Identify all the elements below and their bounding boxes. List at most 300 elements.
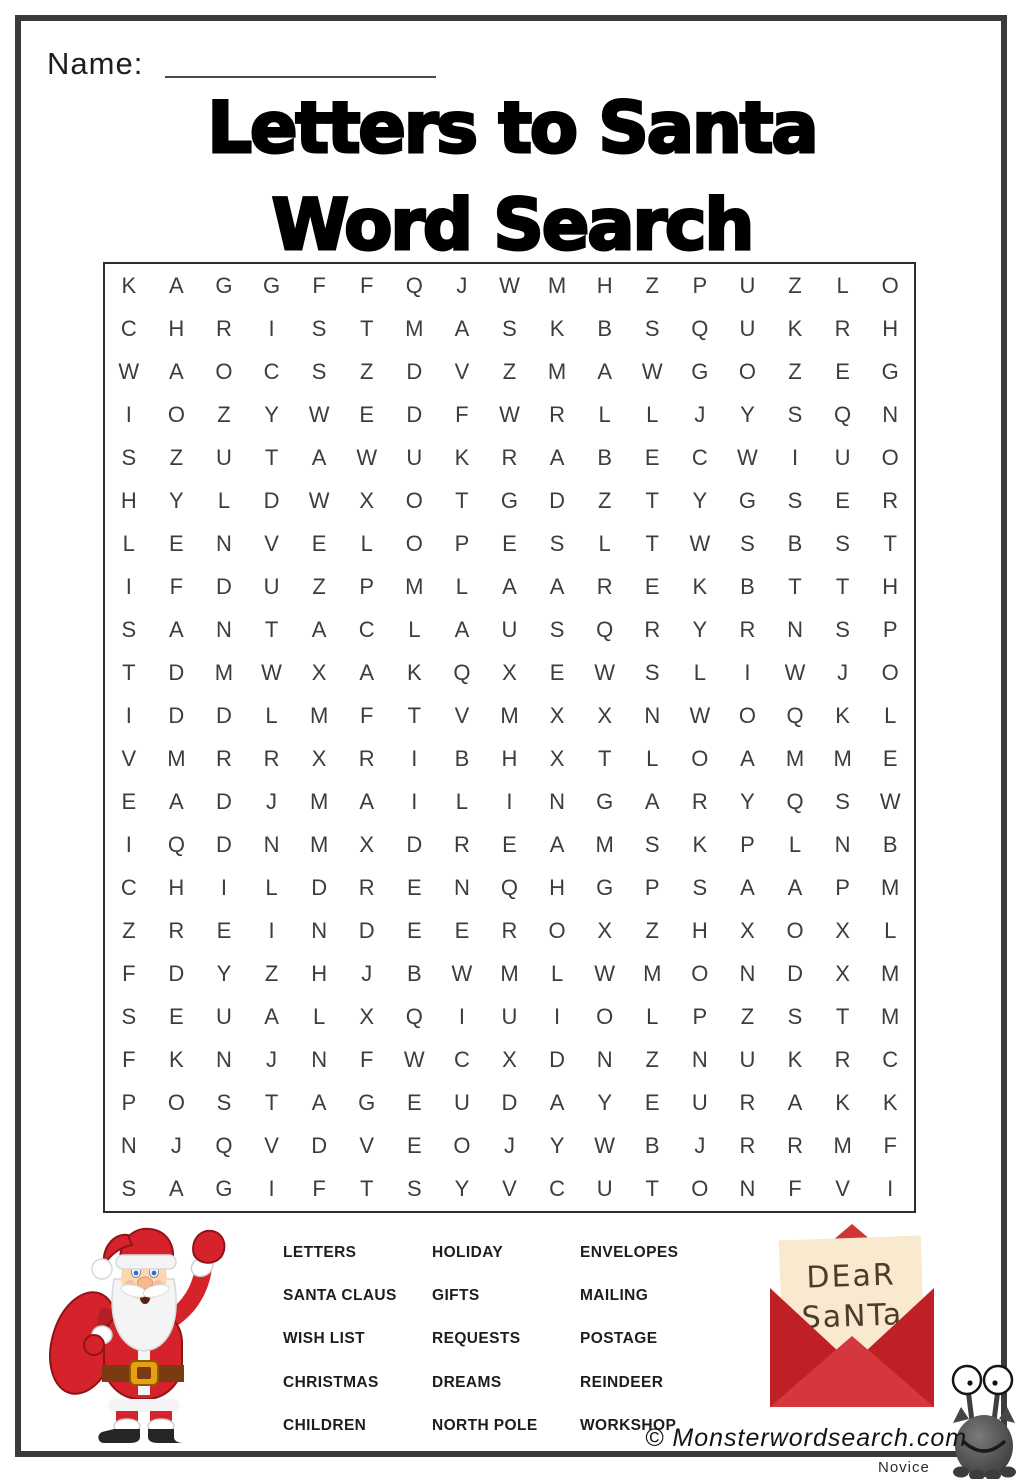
- grid-cell: T: [360, 1176, 374, 1202]
- grid-cell: E: [502, 832, 517, 858]
- grid-cell: M: [405, 315, 424, 341]
- grid-cell: D: [501, 1090, 518, 1116]
- grid-cell: C: [453, 1047, 470, 1073]
- grid-cell: Y: [740, 401, 755, 427]
- grid-cell: W: [594, 961, 616, 987]
- grid-cell: W: [737, 444, 758, 470]
- grid-cell: E: [169, 530, 184, 556]
- word-item: REINDEER: [580, 1373, 664, 1391]
- grid-cell: E: [406, 1090, 422, 1116]
- grid-cell: P: [692, 1004, 708, 1030]
- grid-cell: A: [359, 659, 375, 685]
- grid-cell: O: [548, 918, 566, 944]
- grid-cell: W: [118, 358, 140, 384]
- grid-cell: Z: [360, 358, 374, 384]
- grid-cell: L: [455, 789, 469, 815]
- grid-cell: S: [121, 444, 137, 470]
- grid-cell: Z: [122, 918, 136, 944]
- grid-cell: E: [169, 1004, 184, 1030]
- grid-cell: I: [791, 444, 799, 470]
- grid-cell: Z: [169, 444, 184, 470]
- grid-cell: I: [744, 659, 751, 685]
- grid-cell: W: [594, 659, 616, 685]
- grid-cell: G: [500, 487, 519, 513]
- grid-cell: B: [740, 573, 755, 599]
- grid-cell: T: [407, 702, 422, 728]
- grid-cell: X: [311, 659, 327, 685]
- grid-cell: D: [216, 702, 232, 728]
- word-item: GIFTS: [432, 1286, 480, 1304]
- grid-cell: M: [595, 832, 614, 858]
- grid-cell: S: [406, 1176, 422, 1202]
- grid-cell: A: [740, 746, 755, 772]
- grid-cell: A: [549, 444, 565, 470]
- grid-cell: Y: [169, 487, 184, 513]
- grid-cell: S: [835, 530, 850, 556]
- grid-cell: N: [311, 918, 328, 944]
- word-item: LETTERS: [283, 1243, 357, 1261]
- grid-cell: A: [644, 789, 660, 815]
- grid-cell: V: [502, 1176, 517, 1202]
- word-item: HOLIDAY: [432, 1243, 504, 1261]
- grid-cell: G: [358, 1090, 376, 1116]
- word-item: NORTH POLE: [432, 1416, 538, 1434]
- title-line-2: Word Search: [271, 184, 753, 266]
- grid-cell: X: [502, 1047, 517, 1073]
- grid-cell: E: [644, 573, 660, 599]
- grid-cell: J: [456, 272, 468, 298]
- grid-cell: S: [216, 1090, 232, 1116]
- grid-cell: O: [881, 272, 899, 298]
- grid-cell: C: [263, 358, 280, 384]
- grid-cell: V: [835, 1176, 850, 1202]
- grid-cell: W: [689, 530, 711, 556]
- grid-cell: B: [454, 746, 470, 772]
- grid-cell: P: [359, 573, 375, 599]
- grid-cell: R: [453, 832, 470, 858]
- grid-cell: O: [691, 961, 709, 987]
- grid-cell: O: [405, 530, 423, 556]
- grid-cell: W: [403, 1047, 425, 1073]
- grid-cell: N: [596, 1047, 613, 1073]
- grid-cell: D: [549, 487, 566, 513]
- word-item: ENVELOPES: [580, 1243, 679, 1261]
- grid-cell: M: [167, 746, 186, 772]
- grid-cell: A: [311, 1090, 327, 1116]
- grid-cell: I: [411, 789, 418, 815]
- grid-cell: M: [500, 961, 519, 987]
- grid-cell: C: [691, 444, 708, 470]
- grid-cell: C: [882, 1047, 899, 1073]
- grid-cell: O: [167, 1090, 185, 1116]
- grid-cell: E: [502, 530, 517, 556]
- grid-cell: U: [216, 1004, 232, 1030]
- grid-cell: W: [594, 1133, 616, 1159]
- grid-cell: X: [597, 702, 613, 728]
- grid-cell: A: [169, 358, 184, 384]
- grid-cell: B: [882, 832, 898, 858]
- grid-cell: T: [645, 530, 659, 556]
- grid-cell: L: [313, 1004, 326, 1030]
- grid-cell: Y: [597, 1090, 613, 1116]
- name-blank-line: [165, 76, 436, 78]
- grid-cell: L: [598, 401, 611, 427]
- grid-cell: A: [549, 1090, 565, 1116]
- grid-cell: E: [835, 358, 850, 384]
- grid-cell: T: [835, 573, 850, 599]
- grid-cell: Q: [500, 875, 519, 901]
- grid-cell: G: [215, 1176, 233, 1202]
- grid-cell: T: [264, 444, 279, 470]
- grid-cell: E: [549, 659, 565, 685]
- grid-cell: K: [692, 832, 708, 858]
- grid-cell: Y: [740, 789, 755, 815]
- grid-cell: F: [312, 272, 326, 298]
- grid-cell: A: [549, 832, 565, 858]
- grid-cell: S: [835, 789, 850, 815]
- grid-cell: N: [644, 702, 661, 728]
- grid-cell: M: [309, 789, 329, 815]
- grid-cell: D: [311, 875, 328, 901]
- grid-cell: L: [122, 530, 135, 556]
- grid-cell: N: [739, 1176, 756, 1202]
- grid-cell: Y: [692, 487, 708, 513]
- grid-cell: J: [266, 789, 278, 815]
- grid-cell: W: [879, 789, 901, 815]
- grid-cell: G: [596, 789, 614, 815]
- grid-cell: H: [549, 875, 566, 901]
- grid-cell: C: [120, 875, 137, 901]
- grid-cell: D: [168, 961, 185, 987]
- grid-cell: H: [168, 315, 185, 341]
- grid-cell: A: [740, 875, 755, 901]
- grid-cell: D: [406, 401, 423, 427]
- grid-cell: M: [785, 746, 805, 772]
- grid-cell: R: [691, 789, 708, 815]
- grid-cell: D: [311, 1133, 328, 1159]
- grid-cell: N: [216, 1047, 232, 1073]
- grid-cell: Q: [834, 401, 852, 427]
- word-list-column-3: [580, 1231, 678, 1447]
- grid-cell: O: [881, 659, 899, 685]
- grid-cell: R: [549, 401, 566, 427]
- grid-cell: C: [120, 315, 137, 341]
- grid-cell: F: [360, 272, 374, 298]
- grid-cell: A: [549, 573, 565, 599]
- grid-cell: Y: [216, 961, 232, 987]
- grid-cell: L: [836, 272, 849, 298]
- grid-cell: D: [358, 918, 375, 944]
- grid-cell: D: [406, 832, 423, 858]
- grid-cell: Z: [597, 487, 612, 513]
- grid-cell: I: [125, 702, 132, 728]
- grid-cell: U: [263, 573, 280, 599]
- grid-cell: R: [501, 918, 518, 944]
- grid-cell: R: [263, 746, 280, 772]
- grid-cell: R: [739, 1133, 756, 1159]
- copyright-text: © Monsterwordsearch.com: [645, 1424, 968, 1452]
- grid-cell: A: [597, 358, 613, 384]
- grid-cell: F: [360, 702, 374, 728]
- grid-cell: J: [694, 1133, 706, 1159]
- grid-cell: T: [264, 616, 279, 642]
- grid-cell: N: [120, 1133, 137, 1159]
- grid-cell: B: [597, 315, 613, 341]
- grid-cell: R: [739, 1090, 756, 1116]
- grid-cell: R: [216, 746, 232, 772]
- grid-cell: X: [359, 1004, 375, 1030]
- grid-cell: Q: [405, 272, 423, 298]
- word-list-column-2: [432, 1231, 538, 1447]
- grid-cell: X: [359, 487, 375, 513]
- grid-cell: A: [454, 616, 470, 642]
- monster-mascot: [947, 1363, 1021, 1479]
- grid-cell: H: [120, 487, 137, 513]
- grid-cell: A: [169, 1176, 184, 1202]
- grid-cell: X: [835, 961, 850, 987]
- grid-cell: F: [312, 1176, 326, 1202]
- grid-cell: F: [169, 573, 184, 599]
- grid-cell: K: [406, 659, 422, 685]
- grid-cell: E: [454, 918, 470, 944]
- grid-cell: W: [689, 702, 711, 728]
- grid-cell: O: [405, 487, 423, 513]
- grid-cell: H: [596, 272, 613, 298]
- grid-cell: M: [833, 746, 852, 772]
- grid-cell: U: [501, 616, 518, 642]
- grid-cell: S: [644, 659, 660, 685]
- grid-cell: Z: [312, 573, 326, 599]
- grid-cell: A: [359, 789, 375, 815]
- monster-eye-right: [984, 1366, 1012, 1394]
- grid-cell: J: [266, 1047, 278, 1073]
- grid-cell: F: [122, 961, 136, 987]
- grid-cell: I: [125, 401, 132, 427]
- grid-cell: T: [835, 1004, 850, 1030]
- grid-cell: P: [835, 875, 850, 901]
- grid-cell: K: [835, 1090, 850, 1116]
- grid-cell: N: [787, 616, 803, 642]
- grid-cell: O: [738, 358, 756, 384]
- grid-cell: Z: [645, 918, 659, 944]
- grid-cell: I: [887, 1176, 894, 1202]
- grid-cell: I: [125, 573, 132, 599]
- grid-cell: L: [693, 659, 706, 685]
- grid-cell: G: [596, 875, 614, 901]
- grid-cell: N: [882, 401, 899, 427]
- grid-cell: F: [883, 1133, 897, 1159]
- grid-cell: C: [549, 1176, 566, 1202]
- grid-cell: S: [121, 1176, 137, 1202]
- grid-cell: M: [881, 875, 900, 901]
- word-item: REQUESTS: [432, 1330, 521, 1348]
- grid-cell: A: [169, 616, 184, 642]
- grid-cell: W: [641, 358, 663, 384]
- name-label: Name:: [47, 46, 144, 81]
- grid-cell: K: [692, 573, 708, 599]
- grid-cell: D: [168, 702, 185, 728]
- grid-cell: B: [644, 1133, 660, 1159]
- grid-cell: W: [308, 487, 330, 513]
- grid-cell: Z: [217, 401, 231, 427]
- grid-cell: L: [550, 961, 564, 987]
- grid-cell: E: [406, 1133, 422, 1159]
- grid-cell: Z: [645, 1047, 659, 1073]
- grid-cell: D: [263, 487, 280, 513]
- word-item: SANTA CLAUS: [283, 1286, 397, 1304]
- grid-cell: T: [645, 487, 659, 513]
- grid-cell: N: [216, 616, 232, 642]
- grid-cell: L: [598, 530, 611, 556]
- grid-cell: M: [547, 272, 567, 298]
- grid-cell: I: [220, 875, 228, 901]
- grid-cell: R: [834, 1047, 851, 1073]
- grid-cell: G: [738, 487, 756, 513]
- grid-cell: O: [691, 1176, 709, 1202]
- grid-cell: P: [454, 530, 470, 556]
- grid-cell: M: [309, 702, 329, 728]
- grid-cell: M: [547, 358, 567, 384]
- grid-cell: K: [549, 315, 565, 341]
- grid-cell: T: [788, 573, 802, 599]
- grid-cell: Q: [453, 659, 471, 685]
- grid-cell: A: [787, 1090, 803, 1116]
- grid-cell: W: [499, 401, 520, 427]
- grid-cell: T: [122, 659, 136, 685]
- grid-cell: X: [549, 746, 565, 772]
- grid-cell: U: [216, 444, 232, 470]
- grid-cell: G: [215, 272, 233, 298]
- grid-cell: T: [597, 746, 612, 772]
- grid-cell: X: [311, 746, 327, 772]
- grid-cell: U: [691, 1090, 708, 1116]
- grid-cell: V: [264, 530, 279, 556]
- grid-cell: N: [834, 832, 851, 858]
- word-item: MAILING: [580, 1286, 649, 1304]
- grid-cell: H: [882, 573, 899, 599]
- grid-cell: L: [217, 487, 231, 513]
- grid-cell: S: [787, 401, 803, 427]
- grid-cell: S: [835, 616, 850, 642]
- grid-cell: Q: [786, 702, 804, 728]
- grid-cell: L: [455, 573, 469, 599]
- grid-cell: N: [216, 530, 232, 556]
- grid-cell: E: [882, 746, 898, 772]
- grid-cell: A: [311, 616, 327, 642]
- word-item: CHRISTMAS: [283, 1373, 379, 1391]
- word-item: CHILDREN: [283, 1416, 367, 1434]
- grid-cell: T: [645, 1176, 659, 1202]
- grid-cell: B: [406, 961, 422, 987]
- grid-cell: A: [787, 875, 803, 901]
- grid-cell: P: [644, 875, 660, 901]
- grid-cell: U: [739, 315, 756, 341]
- grid-cell: Q: [215, 1133, 233, 1159]
- grid-cell: Y: [454, 1176, 470, 1202]
- grid-cell: L: [408, 616, 421, 642]
- grid-cell: V: [121, 746, 137, 772]
- grid-cell: L: [646, 1004, 659, 1030]
- grid-cell: F: [788, 1176, 802, 1202]
- grid-cell: Q: [786, 789, 804, 815]
- grid-cell: E: [835, 487, 850, 513]
- grid-cell: X: [740, 918, 755, 944]
- grid-cell: Q: [167, 832, 185, 858]
- grid-cell: X: [549, 702, 565, 728]
- grid-cell: H: [311, 961, 328, 987]
- grid-cell: Z: [264, 961, 279, 987]
- grid-cell: J: [837, 659, 849, 685]
- letter-text-line1: DEaR: [805, 1257, 897, 1296]
- grid-cell: I: [125, 832, 132, 858]
- grid-cell: W: [784, 659, 806, 685]
- grid-cell: E: [644, 444, 660, 470]
- grid-cell: E: [216, 918, 232, 944]
- grid-cell: R: [216, 315, 232, 341]
- santa-illustration: [44, 1215, 230, 1447]
- grid-cell: Y: [692, 616, 708, 642]
- grid-cell: O: [167, 401, 185, 427]
- grid-cell: Z: [788, 272, 802, 298]
- grid-cell: U: [406, 444, 423, 470]
- grid-cell: K: [169, 1047, 184, 1073]
- grid-cell: K: [787, 315, 803, 341]
- grid-cell: X: [835, 918, 850, 944]
- grid-cell: W: [356, 444, 378, 470]
- grid-cell: S: [549, 616, 565, 642]
- grid-cell: H: [882, 315, 899, 341]
- grid-cell: N: [311, 1047, 328, 1073]
- grid-cell: X: [359, 832, 375, 858]
- grid-cell: O: [738, 702, 756, 728]
- grid-cell: M: [405, 573, 424, 599]
- grid-cell: K: [882, 1090, 898, 1116]
- grid-cell: L: [265, 875, 278, 901]
- grid-cell: O: [596, 1004, 614, 1030]
- grid-cell: T: [264, 1090, 279, 1116]
- grid-cell: E: [644, 1090, 660, 1116]
- grid-cell: A: [169, 789, 184, 815]
- grid-cell: S: [787, 1004, 803, 1030]
- grid-cell: W: [308, 401, 330, 427]
- grid-cell: D: [168, 659, 185, 685]
- grid-cell: I: [554, 1004, 561, 1030]
- grid-cell: M: [309, 832, 329, 858]
- grid-cell: I: [268, 1176, 275, 1202]
- grid-cell: R: [644, 616, 661, 642]
- grid-cell: R: [596, 573, 613, 599]
- grid-cell: H: [691, 918, 708, 944]
- grid-cell: F: [360, 1047, 374, 1073]
- grid-cell: S: [502, 315, 517, 341]
- monster-eye-left: [953, 1366, 981, 1394]
- word-item: POSTAGE: [580, 1330, 658, 1348]
- grid-cell: V: [359, 1133, 375, 1159]
- grid-cell: R: [168, 918, 185, 944]
- grid-cell: M: [833, 1133, 852, 1159]
- grid-cell: I: [268, 315, 275, 341]
- grid-cell: Q: [405, 1004, 423, 1030]
- grid-cell: I: [458, 1004, 465, 1030]
- grid-cell: O: [786, 918, 804, 944]
- grid-cell: D: [216, 573, 232, 599]
- grid-cell: S: [692, 875, 708, 901]
- grid-cell: R: [358, 746, 375, 772]
- grid-cell: K: [454, 444, 470, 470]
- grid-cell: L: [646, 401, 659, 427]
- grid-cell: E: [406, 918, 422, 944]
- word-item: DREAMS: [432, 1373, 502, 1391]
